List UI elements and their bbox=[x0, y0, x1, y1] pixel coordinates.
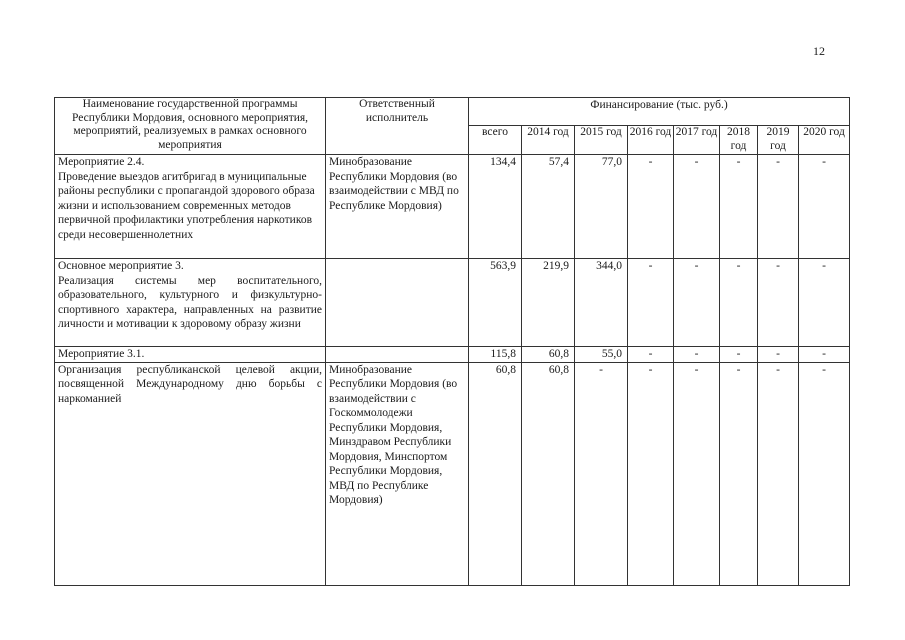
row-responsible-cell: Минобразование Республики Мордовия (во взаимодействии с Госкоммолодежи Республики Мордовия, Минздравом Республики Мордовия, Минспортом Республики Мордовия, МВД по Республике Мордовия) bbox=[326, 362, 469, 585]
row-value-cell: 219,9 bbox=[522, 259, 575, 347]
header-year-cell: 2018 год bbox=[720, 126, 758, 155]
page-number: 12 bbox=[813, 44, 825, 58]
row-name-cell: Мероприятие 2.4. Проведение выездов агитбригад в муниципальные районы республики с пропагандой здорового образа жизни и использованием современных методов первичной профилактики употребления наркотиков среди несовершеннолетних bbox=[55, 155, 326, 259]
header-name-cell: Наименование государственной программы Республики Мордовия, основного мероприятия, мероприятий, реализуемых в рамках основного мероприятия bbox=[55, 98, 326, 155]
row-value-cell: - bbox=[758, 155, 799, 259]
row-value-cell: - bbox=[674, 259, 720, 347]
header-year-cell: 2017 год bbox=[674, 126, 720, 155]
row-value-cell: - bbox=[674, 155, 720, 259]
header-responsible-cell: Ответственный исполнитель bbox=[326, 98, 469, 155]
table-row bbox=[55, 362, 850, 585]
row-value-cell: 77,0 bbox=[575, 155, 628, 259]
row-total-cell: 115,8 bbox=[469, 347, 522, 363]
row-value-cell: - bbox=[758, 362, 799, 585]
row-value-cell: - bbox=[575, 362, 628, 585]
row-name-cell: Организация республиканской целевой акции, посвященной Международному дню борьбы с наркоманией bbox=[55, 362, 326, 585]
row-value-cell: - bbox=[720, 259, 758, 347]
row-value-cell: 60,8 bbox=[522, 347, 575, 363]
row-value-cell: - bbox=[674, 347, 720, 363]
row-value-cell: - bbox=[628, 155, 674, 259]
row-total-cell: 60,8 bbox=[469, 362, 522, 585]
header-year-cell: 2014 год bbox=[522, 126, 575, 155]
row-value-cell: - bbox=[758, 347, 799, 363]
row-value-cell: - bbox=[799, 155, 850, 259]
row-value-cell: - bbox=[628, 362, 674, 585]
table-row bbox=[55, 259, 850, 347]
header-year-cell: 2019 год bbox=[758, 126, 799, 155]
row-responsible-cell bbox=[326, 259, 469, 347]
header-row-top bbox=[55, 98, 850, 126]
header-year-cell: 2016 год bbox=[628, 126, 674, 155]
row-value-cell: 55,0 bbox=[575, 347, 628, 363]
table-row bbox=[55, 155, 850, 259]
row-value-cell: - bbox=[720, 155, 758, 259]
financing-table bbox=[54, 97, 850, 586]
row-responsible-cell: Минобразование Республики Мордовия (во взаимодействии с МВД по Республике Мордовия) bbox=[326, 155, 469, 259]
row-value-cell: - bbox=[674, 362, 720, 585]
header-financing-cell: Финансирование (тыс. руб.) bbox=[469, 98, 850, 126]
row-name-cell: Мероприятие 3.1. bbox=[55, 347, 326, 363]
row-value-cell: - bbox=[799, 347, 850, 363]
row-value-cell: - bbox=[628, 347, 674, 363]
table-row bbox=[55, 347, 850, 363]
row-value-cell: - bbox=[720, 362, 758, 585]
header-year-cell: 2015 год bbox=[575, 126, 628, 155]
row-value-cell: - bbox=[758, 259, 799, 347]
row-value-cell: - bbox=[628, 259, 674, 347]
row-name-cell: Основное мероприятие 3. Реализация системы мер воспитательного, образовательного, культурного и физкультурно-спортивного характера, направленных на развитие личности и мотивации к здоровому образу жизни bbox=[55, 259, 326, 347]
row-total-cell: 134,4 bbox=[469, 155, 522, 259]
header-year-cell: 2020 год bbox=[799, 126, 850, 155]
row-value-cell: 344,0 bbox=[575, 259, 628, 347]
row-total-cell: 563,9 bbox=[469, 259, 522, 347]
row-value-cell: 57,4 bbox=[522, 155, 575, 259]
row-value-cell: - bbox=[799, 362, 850, 585]
header-total-cell: всего bbox=[469, 126, 522, 155]
row-responsible-cell bbox=[326, 347, 469, 363]
row-value-cell: 60,8 bbox=[522, 362, 575, 585]
row-value-cell: - bbox=[720, 347, 758, 363]
row-value-cell: - bbox=[799, 259, 850, 347]
